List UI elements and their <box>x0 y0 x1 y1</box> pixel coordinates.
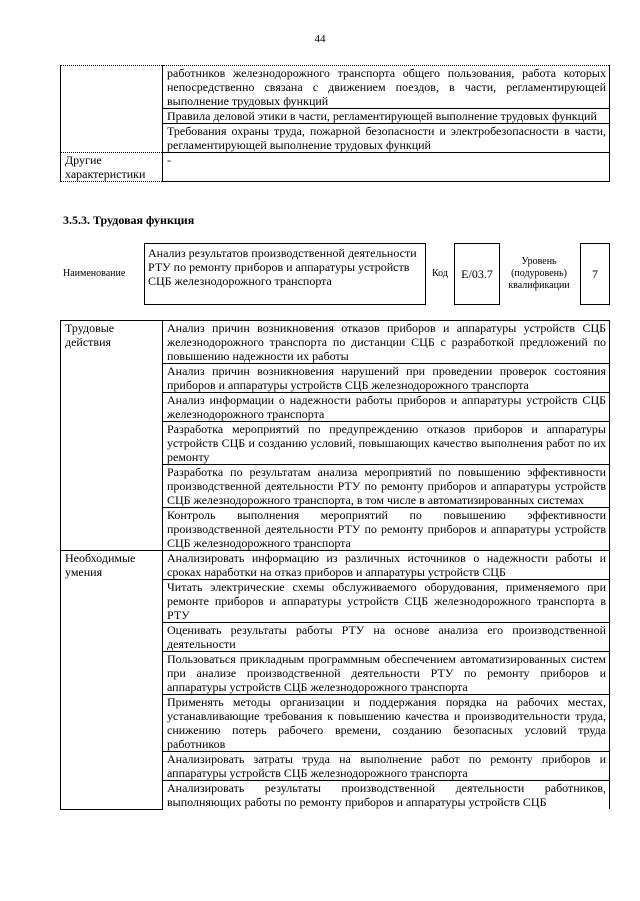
labor-action-item: Контроль выполнения мероприятий по повышению эффективности производственной деятельности РТУ по ремонту приборов и аппаратуры устройств СЦБ железнодорожного транспорта <box>163 508 610 551</box>
code-label: Код <box>432 268 448 279</box>
knowledge-item: работников железнодорожного транспорта общего пользования, работа которых непосредственно связана с движением поездов, в части, регламентирующей выполнение трудовых функций <box>163 66 610 109</box>
skill-item: Анализировать информацию из различных источников о надежности работы и сроках наработки на отказ приборов и аппаратуры устройств СЦБ <box>163 551 610 580</box>
skill-item: Анализировать результаты производственной деятельности работников, выполняющих работы по ремонту приборов и аппаратуры устройств СЦБ <box>163 781 610 810</box>
knowledge-item: Правила деловой этики в части, регламентирующей выполнение трудовых функций <box>163 109 610 124</box>
required-skills-label: Необходимые умения <box>61 551 163 810</box>
function-code-box: E/03.7 <box>454 243 500 305</box>
page-number: 44 <box>314 33 326 45</box>
labor-action-item: Анализ информации о надежности работы приборов и аппаратуры устройств СЦБ железнодорожного транспорта <box>163 393 610 422</box>
labor-actions-label: Трудовые действия <box>61 321 163 551</box>
skill-item: Пользоваться прикладным программным обеспечением автоматизированных систем при анализе производственной деятельности РТУ по ремонту приборов и аппаратуры устройств СЦБ железнодорожного транспорта <box>163 652 610 695</box>
knowledge-table-continuation <box>60 65 610 182</box>
labor-action-item: Анализ причин возникновения нарушений при проведении проверок состояния приборов и аппаратуры устройств СЦБ железнодорожного транспорта <box>163 364 610 393</box>
other-characteristics-value: - <box>163 153 610 182</box>
knowledge-category-cell <box>61 66 163 153</box>
skill-item: Анализировать затраты труда на выполнение работ по ремонту приборов и аппаратуры устройств СЦБ железнодорожного транспорта <box>163 752 610 781</box>
knowledge-item: Требования охраны труда, пожарной безопасности и электробезопасности в части, регламентирующей выполнение трудовых функций <box>163 124 610 153</box>
qualification-level-label: Уровень (подуровень) квалификации <box>508 256 570 291</box>
skill-item: Применять методы организации и поддержания порядка на рабочих местах, устанавливающие требования к повышению качества и производительности труда, снижению потерь рабочего времени, созданию безопасных условий труда работников <box>163 695 610 752</box>
labor-function-table <box>60 320 610 810</box>
other-characteristics-label: Другие характеристики <box>61 153 163 182</box>
qualification-level-box: 7 <box>580 243 610 305</box>
labor-action-item: Разработка по результатам анализа мероприятий по повышению эффективности производственной деятельности РТУ по ремонту приборов и аппаратуры устройств СЦБ железнодорожного транспорта, в том числе в автоматизированных системах <box>163 465 610 508</box>
name-label: Наименование <box>63 268 126 279</box>
labor-action-item: Разработка мероприятий по предупреждению отказов приборов и аппаратуры устройств СЦБ и созданию условий, повышающих качество выполнения работ по их ремонту <box>163 422 610 465</box>
skill-item: Оценивать результаты работы РТУ на основе анализа его производственной деятельности <box>163 623 610 652</box>
section-heading: 3.5.3. Трудовая функция <box>63 213 195 227</box>
skill-item: Читать электрические схемы обслуживаемого оборудования, применяемого при ремонте приборов и аппаратуры устройств СЦБ железнодорожного транспорта в РТУ <box>163 580 610 623</box>
labor-action-item: Анализ причин возникновения отказов приборов и аппаратуры устройств СЦБ железнодорожного транспорта по дистанции СЦБ с разработкой предложений по повышению надежности их работы <box>163 321 610 364</box>
function-name-box: Анализ результатов производственной деятельности РТУ по ремонту приборов и аппаратуры устройств СЦБ железнодорожного транспорта <box>144 243 426 305</box>
